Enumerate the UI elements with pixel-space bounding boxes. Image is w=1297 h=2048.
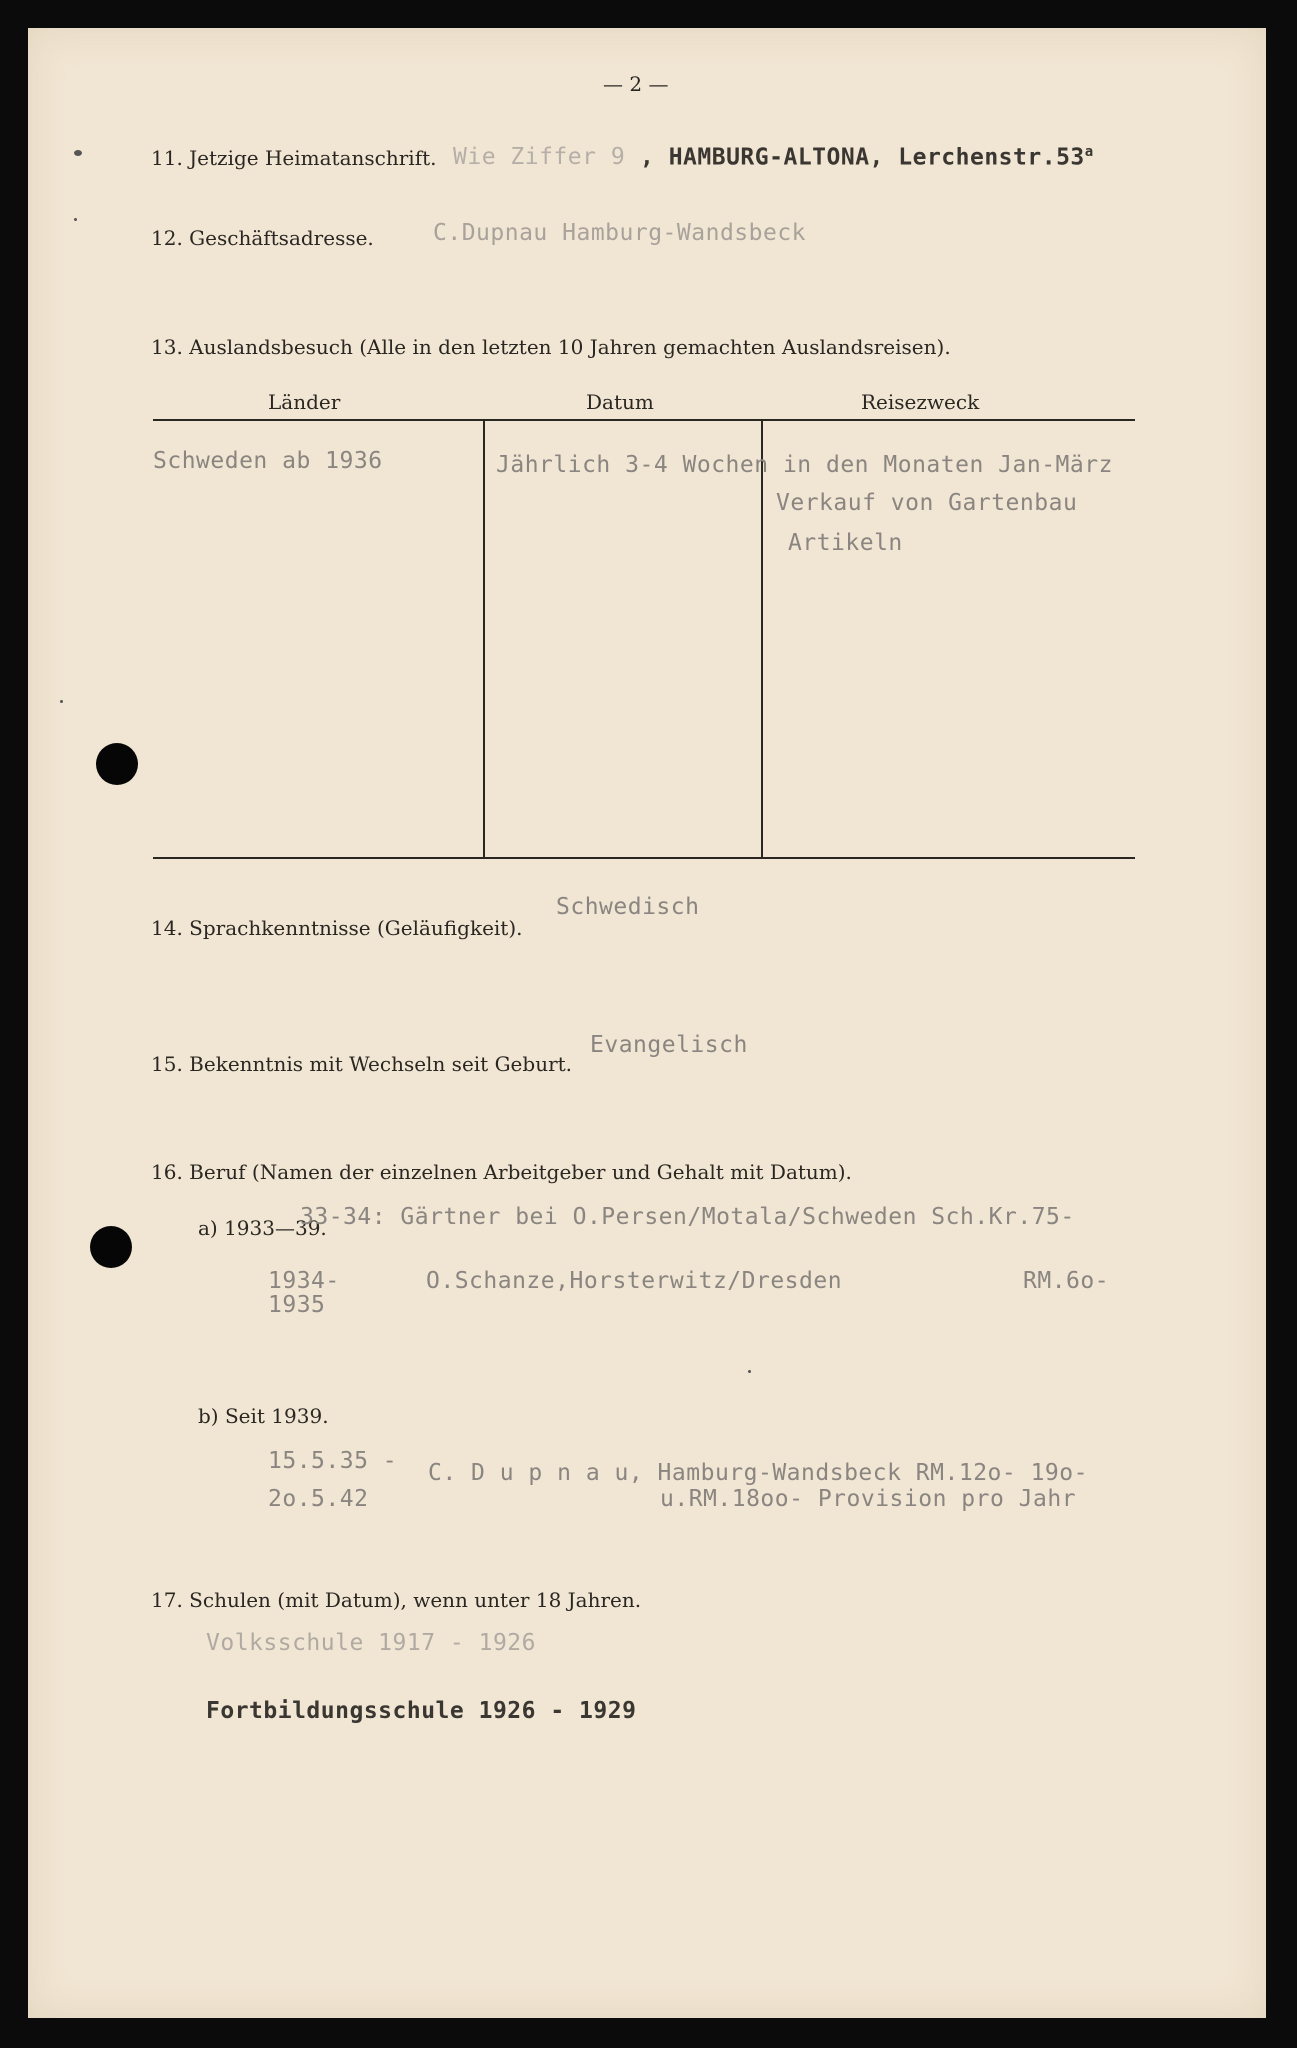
speck: [748, 1370, 751, 1373]
item14-label: 14. Sprachkenntnisse (Geläufigkeit).: [151, 916, 523, 940]
table-header-reisezweck: Reisezweck: [861, 390, 980, 414]
table-cell-zweck-line1: Verkauf von Gartenbau: [776, 490, 1078, 516]
table-header-laender: Länder: [268, 390, 341, 414]
item16-b-date1: 15.5.35 -: [268, 1448, 398, 1474]
speck: [60, 700, 63, 703]
item16-b-date2: 2o.5.42: [268, 1486, 369, 1512]
speck: [74, 218, 77, 221]
item16-label: 16. Beruf (Namen der einzelnen Arbeitgeber und Gehalt mit Datum).: [151, 1160, 852, 1184]
item17-school1: Volksschule 1917 - 1926: [206, 1630, 536, 1656]
item12-label: 12. Geschäftsadresse.: [151, 226, 374, 250]
item16-a-label: a) 1933—39.: [198, 1216, 327, 1240]
document-page: [28, 28, 1266, 2018]
table-cell-datum: Jährlich 3-4 Wochen in den Monaten Jan-März: [496, 452, 1113, 478]
item16-a-years2-2: 1935: [268, 1292, 326, 1318]
item16-b-line1: C. D u p n a u, Hamburg-Wandsbeck RM.12o- 19o-: [428, 1460, 1088, 1486]
speck: [74, 150, 82, 156]
item16-b-label: b) Seit 1939.: [198, 1404, 329, 1428]
item14-value: Schwedisch: [556, 894, 700, 920]
table-cell-laender: Schweden ab 1936: [153, 448, 383, 474]
item13-label: 13. Auslandsbesuch (Alle in den letzten 10 Jahren gemachten Auslandsreisen).: [151, 335, 951, 359]
item16-a-line2-pay: RM.6o-: [1023, 1268, 1110, 1294]
item11-value: , HAMBURG-ALTONA, Lerchenstr.53$^a$: [640, 144, 1094, 171]
item16-b-line2: u.RM.18oo- Provision pro Jahr: [660, 1486, 1077, 1512]
item11-value-faint: Wie Ziffer 9: [453, 144, 626, 170]
punch-hole-top: [96, 743, 138, 785]
punch-hole-bottom: [90, 1226, 132, 1268]
item12-value: C.Dupnau Hamburg-Wandsbeck: [433, 220, 807, 246]
table-divider-2: [761, 419, 763, 857]
item16-a-line2: O.Schanze,Horsterwitz/Dresden: [426, 1268, 843, 1294]
item17-label: 17. Schulen (mit Datum), wenn unter 18 Jahren.: [151, 1588, 642, 1612]
item16-a-years2-1: 1934-: [268, 1268, 340, 1294]
item17-school2: Fortbildungsschule 1926 - 1929: [206, 1698, 637, 1724]
table-bottom-rule: [153, 857, 1135, 859]
item16-a-line1: 33-34: Gärtner bei O.Persen/Motala/Schweden Sch.Kr.75-: [300, 1204, 1075, 1230]
page-number: — 2 —: [603, 72, 669, 96]
table-cell-zweck-line2: Artikeln: [788, 530, 903, 556]
table-divider-1: [483, 419, 485, 857]
table-header-datum: Datum: [586, 390, 654, 414]
item15-label: 15. Bekenntnis mit Wechseln seit Geburt.: [151, 1052, 573, 1076]
item15-value: Evangelisch: [590, 1032, 748, 1058]
table-top-rule: [153, 419, 1135, 421]
item11-label: 11. Jetzige Heimatanschrift.: [151, 146, 437, 170]
